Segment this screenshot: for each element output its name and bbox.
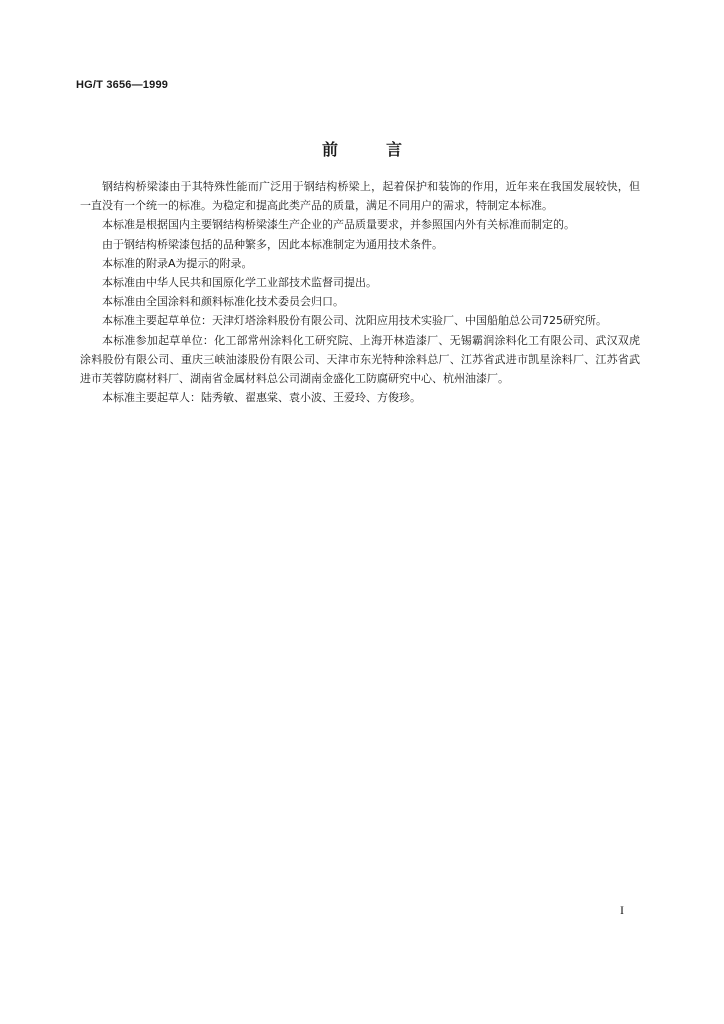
document-code: HG/T 3656—1999 — [76, 79, 169, 91]
paragraph: 本标准由全国涂料和颜料标准化技术委员会归口。 — [102, 295, 344, 309]
foreword-body — [80, 177, 640, 407]
paragraph: 钢结构桥梁漆由于其特殊性能而广泛用于钢结构桥梁上，起着保护和装饰的作用，近年来在我国发展较快，但一直没有一个统一的标准。为稳定和提高此类产品的质量，满足不同用户的需求，特制定本标准。 — [80, 180, 640, 213]
paragraph: 由于钢结构桥梁漆包括的品种繁多，因此本标准制定为通用技术条件。 — [102, 237, 443, 251]
page-title — [0, 137, 724, 160]
title-char-1: 前 — [321, 140, 338, 159]
paragraph: 本标准的附录A为提示的附录。 — [102, 256, 253, 270]
paragraph: 本标准由中华人民共和国原化学工业部技术监督司提出。 — [102, 276, 377, 290]
title-char-2: 言 — [386, 140, 403, 159]
page-number: I — [620, 903, 624, 917]
paragraph: 本标准主要起草单位：天津灯塔涂料股份有限公司、沈阳应用技术实验厂、中国船舶总公司725研究所。 — [102, 314, 607, 328]
paragraph: 本标准主要起草人：陆秀敏、翟惠棠、袁小波、王爱玲、方俊珍。 — [102, 391, 421, 405]
paragraph: 本标准参加起草单位：化工部常州涂料化工研究院、上海开林造漆厂、无锡霸润涂料化工有限公司、武汉双虎涂料股份有限公司、重庆三峡油漆股份有限公司、天津市东光特种涂料总厂、江苏省武进市凯星涂料厂、江苏省武进市芙蓉防腐材料厂、湖南省金属材料总公司湖南金盛化工防腐研究中心、杭州油漆厂。 — [80, 333, 640, 386]
paragraph: 本标准是根据国内主要钢结构桥梁漆生产企业的产品质量要求，并参照国内外有关标准而制定的。 — [102, 218, 575, 232]
